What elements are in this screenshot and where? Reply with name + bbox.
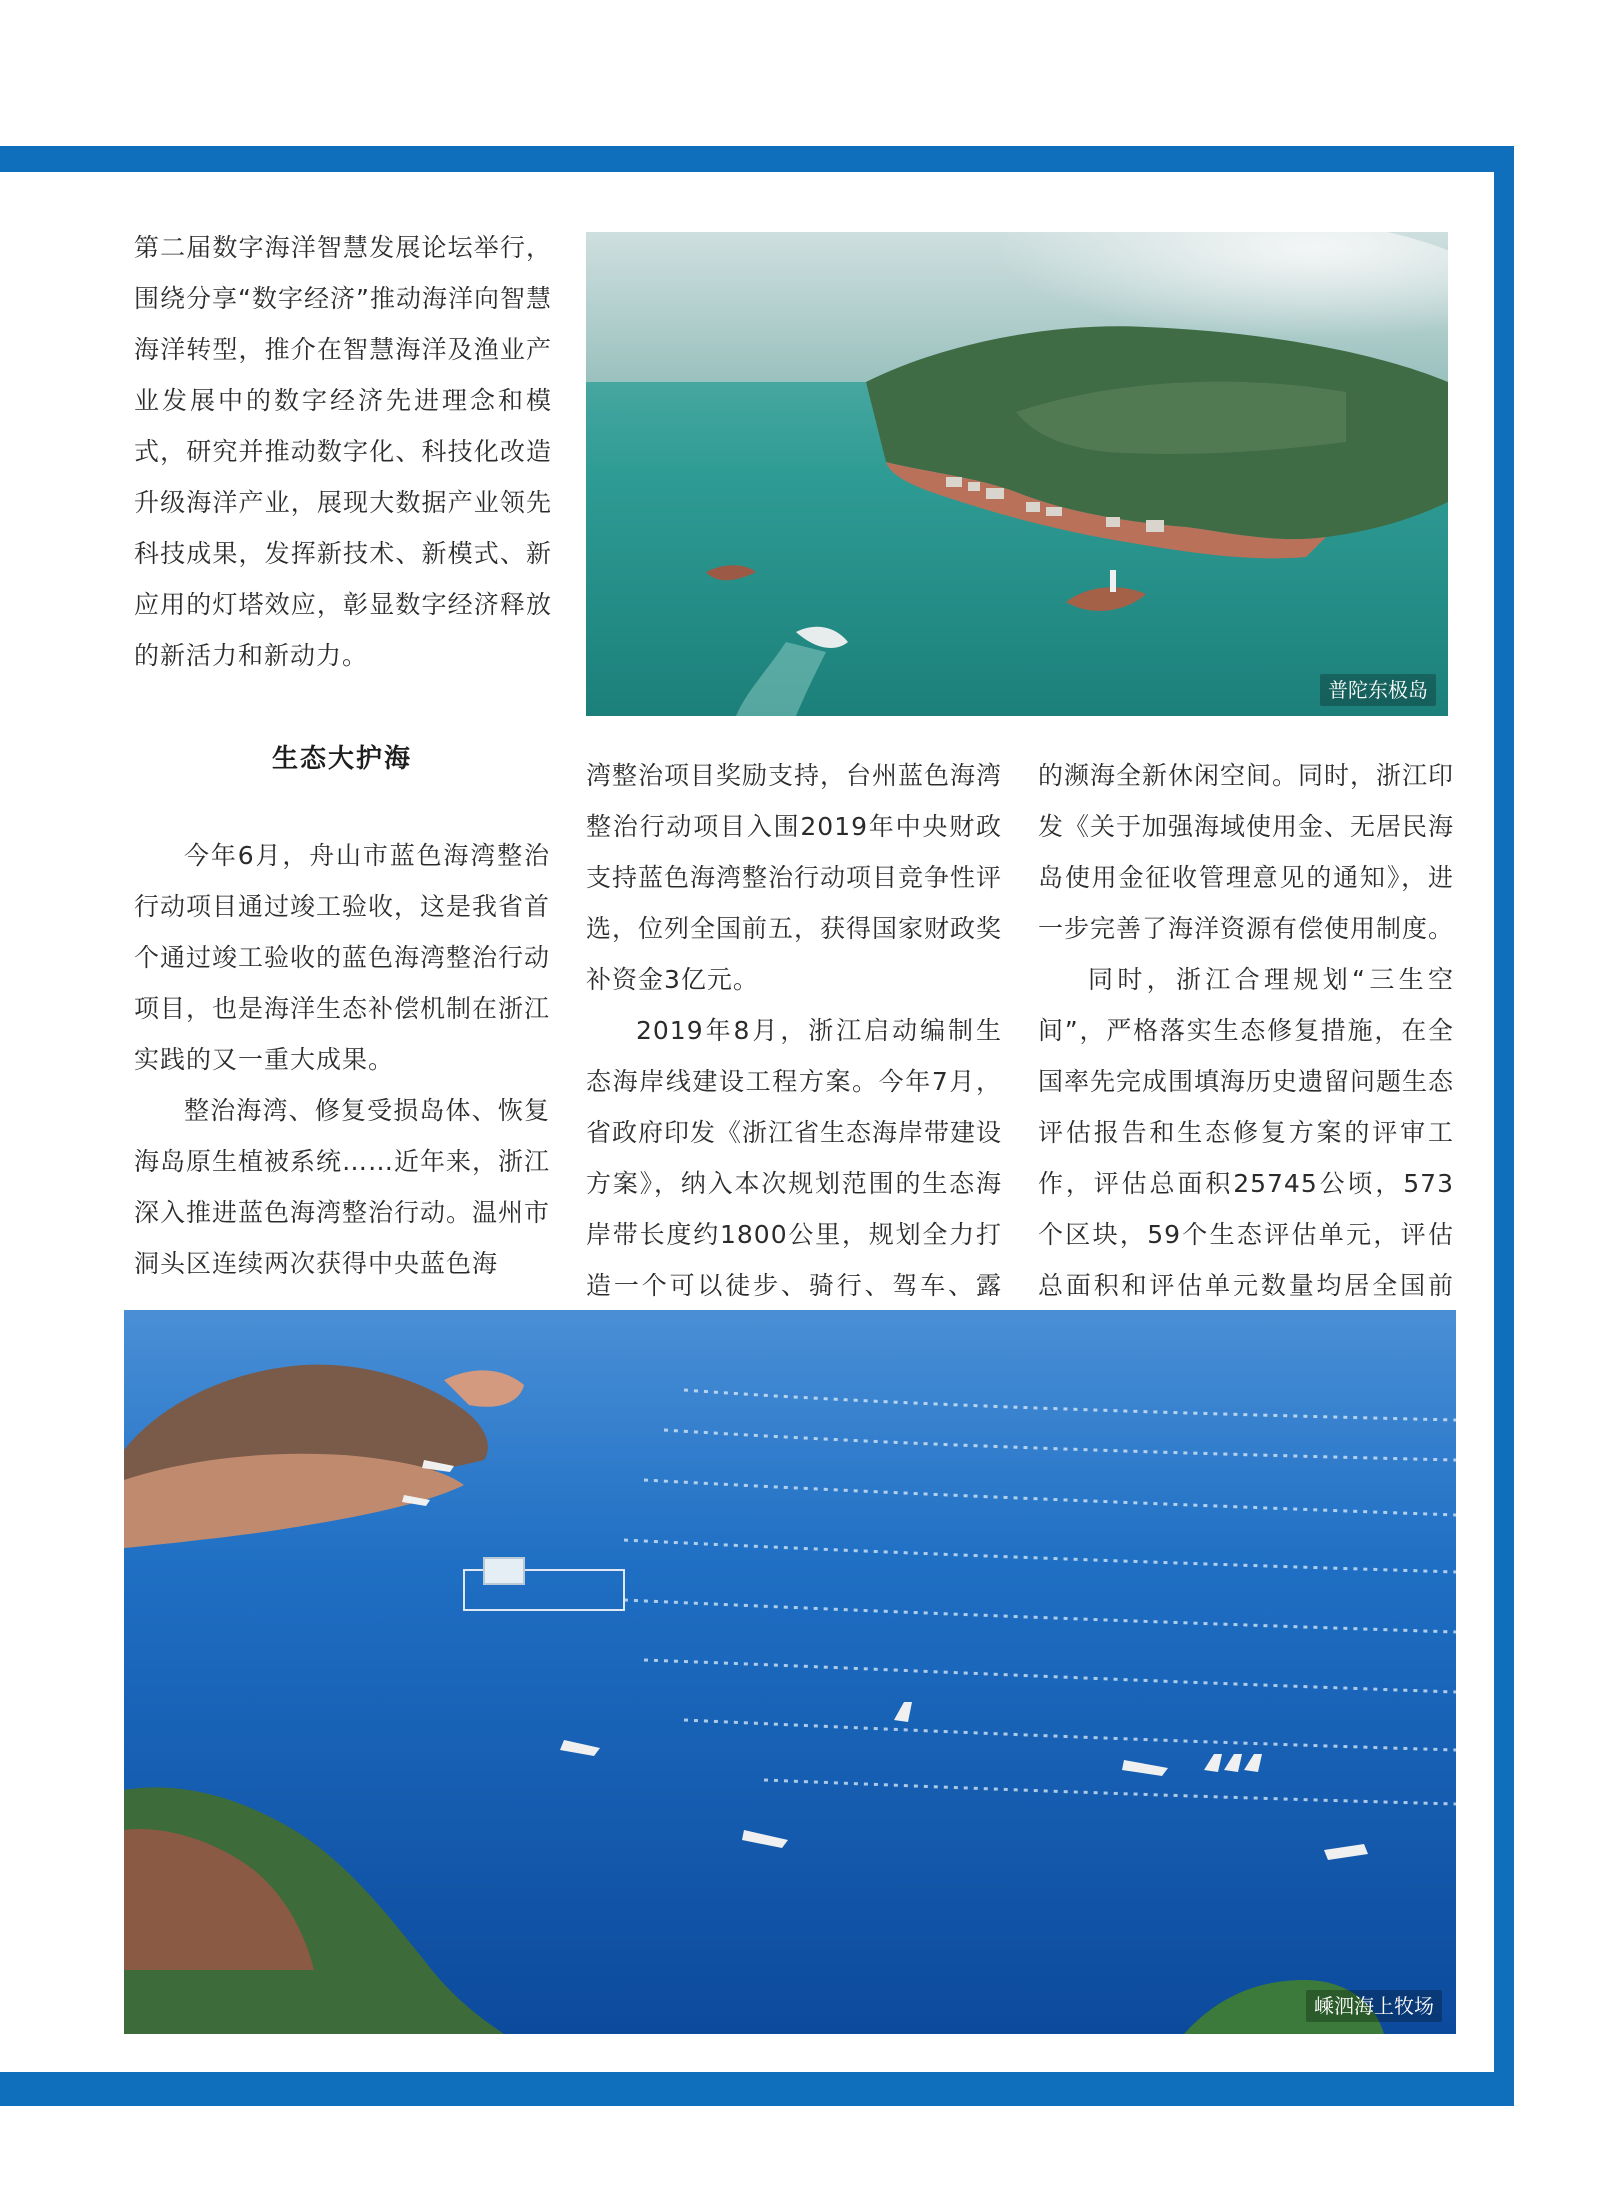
body-paragraph: 今年6月，舟山市蓝色海湾整治行动项目通过竣工验收，这是我省首个通过竣工验收的蓝色海湾整治行动项目，也是海洋生态补偿机制在浙江实践的又一重大成果。 [134,841,551,1074]
body-column-3 [1038,750,1454,1362]
page-frame-bottom-bar [0,2072,1514,2106]
body-paragraph: 同时，浙江合理规划“三生空间”，严格落实生态修复措施，在全国率先完成围填海历史遗留问题生态评估报告和生态修复方案的评审工作，评估总面积25745公顷，573个区块，59个生态评估单元，评估总面积和评估单元数量均居全国前 [1038,965,1455,1300]
body-column-2 [586,750,1002,1362]
photo2-caption: 嵊泗海上牧场 [1306,1990,1442,2022]
marine-ranch-image [124,1310,1456,2034]
page-frame-right-bar [1494,146,1514,2106]
body-paragraph: 2019年8月，浙江启动编制生态海岸线建设工程方案。今年7月，省政府印发《浙江省生态海岸带建设方案》，纳入本次规划范围的生态海岸带长度约1800公里，规划全力打造一个可以徒步、骑行、驾车、露 [586,1016,1003,1300]
photo-putuo-dongji-island [586,232,1448,716]
intro-paragraph: 第二届数字海洋智慧发展论坛举行，围绕分享“数字经济”推动海洋向智慧海洋转型，推介在智慧海洋及渔业产业发展中的数字经济先进理念和模式，研究并推动数字化、科技化改造升级海洋产业，展现大数据产业领先科技成果，发挥新技术、新模式、新应用的灯塔效应，彰显数字经济释放的新活力和新动力。 [134,233,552,670]
body-paragraph-continued: 湾整治项目奖励支持，台州蓝色海湾整治行动项目入围2019年中央财政支持蓝色海湾整治行动项目竞争性评选，位列全国前五，获得国家财政奖补资金3亿元。 [586,761,1003,994]
photo1-caption: 普陀东极岛 [1320,674,1436,706]
body-column-1 [134,830,550,1289]
photo-shengsi-marine-ranch [124,1310,1456,2034]
intro-paragraph-column [134,222,552,681]
body-paragraph-continued: 的濒海全新休闲空间。同时，浙江印发《关于加强海域使用金、无居民海岛使用金征收管理意见的通知》，进一步完善了海洋资源有偿使用制度。 [1038,761,1455,943]
island-aerial-image [586,232,1448,716]
section-heading: 生态大护海 [271,744,412,774]
page-frame-top-bar [0,146,1514,172]
body-paragraph: 整治海湾、修复受损岛体、恢复海岛原生植被系统……近年来，浙江深入推进蓝色海湾整治行动。温州市洞头区连续两次获得中央蓝色海 [134,1096,551,1278]
